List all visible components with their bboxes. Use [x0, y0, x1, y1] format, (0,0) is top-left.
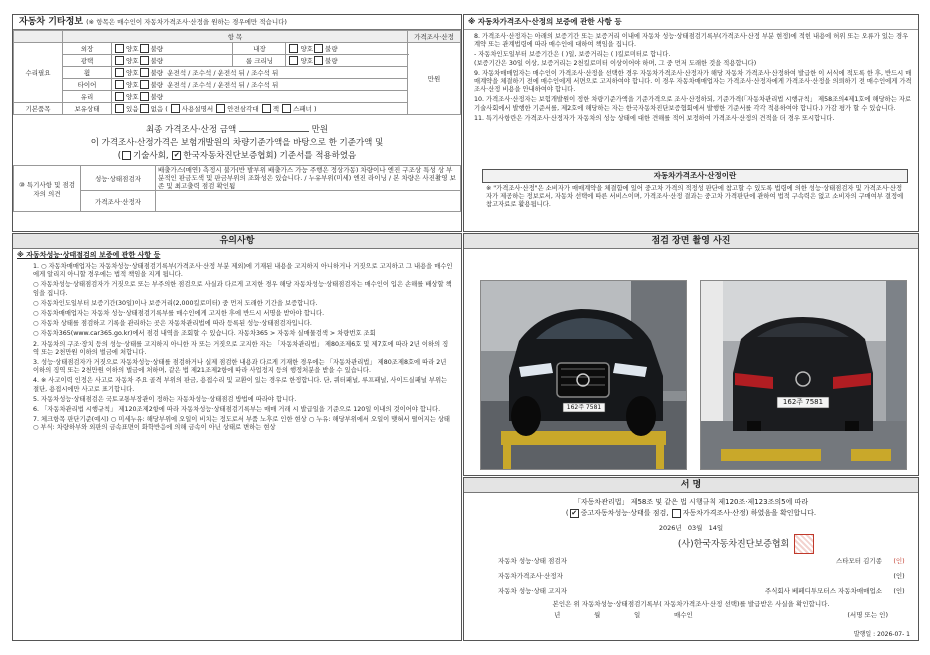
other-info-title [13, 15, 461, 30]
final-price-unit: 만원 [311, 125, 329, 135]
tire-good-checkbox[interactable] [115, 80, 124, 89]
front-car-image [481, 281, 686, 469]
polish-good-checkbox[interactable] [115, 56, 124, 65]
note-item: ○ 자동차인도일부터 보증기간(30일)이나 보증거리(2,000킬로미터) 중 먼저 도래한 기간을 보증합니다. [33, 299, 318, 307]
glass-bad-checkbox[interactable] [140, 92, 149, 101]
guide-title: 자동차가격조사·산정이란 [482, 169, 908, 183]
photos-title: 점검 장면 촬영 사진 [464, 234, 918, 249]
special-notes-text: 배출가스(매연) 측정시 불가(반 발부위 배출가스 가능 주행은 정상가동) 차량이나 엔진 구조상 특성 상 부분적인 판금도색 및 판금부위의 조화성은 있습니다. / 누유부위(미세) 엔진 라이닝 / 본 차량은 사진촬영 보존 및 최고출력 점검 확인됨 [156, 166, 461, 191]
note-item: 5. 자동차성능·상태점검은 국토교통부장관이 정하는 자동차성능·상태점검 방법에 따라야 합니다. [33, 395, 297, 403]
final-price-label: 최종 가격조사·산정 금액 [145, 125, 237, 135]
basic-status-label: 보유상태 [63, 103, 112, 115]
items-header: 항 목 [63, 31, 408, 43]
row-tire-label: 타이어 [63, 79, 112, 91]
basis-options: ( 기술사회, ✔ 한국자동차진단보증협회) 기준서를 적용하였음 [13, 150, 461, 163]
org-name: (사)한국자동차진단보증협회 [677, 539, 790, 550]
guarantee-title: ※ 자동차가격조사·산정의 보증에 관한 사항 등 [464, 15, 918, 30]
guarantee-items [464, 30, 918, 123]
tire-bad-checkbox[interactable] [140, 80, 149, 89]
triangle-checkbox[interactable] [216, 104, 225, 113]
exterior-bad-checkbox[interactable] [140, 44, 149, 53]
note-item: 4. ※ 사고이력 인정은 사고로 자동차 주요 골격 부위의 판금, 용접수리 및 교환이 있는 경우로 한정합니다. 단, 쿼터패널, 루프패널, 사이드실패널 부위는 절단, 용접시에만 사고로 표기합니다. [33, 377, 448, 393]
exterior-good-checkbox[interactable] [115, 44, 124, 53]
sign-row-appraiser: 자동차가격조사·산정자 (인) [498, 572, 905, 580]
rear-plate: 162주 7581 [782, 398, 824, 406]
row-room-cleaning-label: 룸 크리닝 [233, 55, 286, 67]
tire-positions: 운전석 / 조수석 / 운전석 뒤 / 조수석 뒤 [167, 80, 279, 89]
room-bad-checkbox[interactable] [314, 56, 323, 65]
inspector-seal-icon: (인) [893, 557, 905, 565]
sign-row-notifier: 자동차 성능·상태 고지자 주식회사 베페디투모터스 자동차매매업소 (인) [498, 587, 905, 595]
basic-group-label: 기본품목 [14, 103, 63, 115]
confirm-line: (✔ 중고자동차성능·상태를 점검, 자동차가격조사·산정) 하였음을 확인합니다. [464, 508, 918, 519]
note-item: ○ 자동차성능·상태점검자가 거짓으로 또는 부주의한 점검으로 사실과 다르게 고지한 경우 해당 자동차성능·상태점검자는 매수인이 입은 손해를 배상할 책임을 집니다. [33, 281, 452, 297]
front-plate: 162주 7581 [566, 404, 602, 411]
price-unit-cell: 만원 [408, 43, 461, 115]
kadwa-checkbox[interactable] [172, 151, 181, 160]
rear-car-photo [700, 280, 907, 470]
signature-title: 서 명 [464, 478, 918, 493]
note-item: 7. 체크항목 판단기준(예시) ○ 미세누유: 해당부위에 오일이 비치는 정도로서 부품 노후로 인한 현상 ○ 누유: 해당부위에서 오일이 맺혀서 떨어지는 상태 ○ 부식: 차량하부와 외판의 금속표면이 화학반응에 의해 금속이 아닌 상태로 변하는 현상 [33, 416, 450, 432]
repair-group-label: 수리필요 [14, 43, 63, 103]
room-good-checkbox[interactable] [289, 56, 298, 65]
spanner-checkbox[interactable] [282, 104, 291, 113]
org-seal-icon [794, 534, 814, 554]
basic-none-checkbox[interactable] [140, 104, 149, 113]
signature-panel [463, 477, 919, 641]
final-price-field[interactable] [239, 121, 309, 132]
guarantee-item-8: 8. 가격조사·산정자는 아래의 보증기간 또는 보증거리 이내에 자동차 성능·상태점검기록부(가격조사·산정 부분 현정)에 적힌 내용에 허위 또는 오류가 있는 경우 계약 또는 관계법령에 따라 매수인에 대하여 책임을 집니다. [474, 33, 909, 49]
repair-table: 항 목 가격조사·산정 수리필요 외장 양호 불량 내장 양호 불량 만원 광택 양호 불량 룸 크리닝 양호 불량 휠 양호 불량 운전석 / 조수석 / 운전석 뒤 / 조수석 뒤 타이어 양호 불량 운전석 / 조수석 / 운전석 뒤 / 조수석 뒤 유리 양호 불량 기본품목 보유상태 있음 없음 ( 사용설명서 안전삼각대 잭 스패너 ) [13, 30, 461, 115]
wheel-good-checkbox[interactable] [115, 68, 124, 77]
row-interior-label: 내장 [233, 43, 286, 55]
vehicle-other-info-panel [12, 14, 462, 232]
note-item: 1. ○ 자동차매매업자는 자동차성능·상태점검기록부(가격조사·산정 부분 제외)에 기재된 내용을 고지하지 아니하거나 거짓으로 고지하고 그 내용을 매수인에게 알리지 아니할 경우에는 법적 책임을 지게 됩니다. [33, 263, 453, 279]
buyer-sign-field[interactable]: (서명 또는 인) [847, 611, 888, 619]
org-line [574, 534, 918, 554]
manual-checkbox[interactable] [171, 104, 180, 113]
row-exterior-label: 외장 [63, 43, 112, 55]
guarantee-item-10: 10. 가격조사·산정자는 보험개발원이 정한 차량기준가액을 기준가격으로 조사·산정하되, 기준가격(「자동차관리법 시행규칙」 제58조의4제1호에 해당하는 자로 기술사회에서 발행한 기준서를, 제2호에 해당하는 자는 한국자동차진단보증협회에서 발행한 기준서를 각각 적용하여야 합니다.) 가감 평가 할 수 있습니다. [474, 96, 912, 112]
notes-panel [12, 233, 462, 641]
notes-subtitle: ※ 자동차성능·상태점검의 보증에 관한 사항 등 [17, 251, 161, 259]
front-car-photo [480, 280, 687, 470]
receipt-line: 본인은 위 자동차성능·상태점검기록부( 자동차가격조사·산정 선택)를 발급받은 사실을 확인합니다. [552, 600, 830, 608]
sign-date: 2026년 03월 14일 [658, 524, 724, 532]
basis-line: 이 가격조사·산정가격은 보험개발원의 차량기준가액을 바탕으로 한 기준가액 및 [90, 138, 384, 148]
issue-date: 발행일 : 2026-07- 1 [853, 631, 910, 638]
row-polish-label: 광택 [63, 55, 112, 67]
row-glass-label: 유리 [63, 91, 112, 103]
basic-options: 있음 없음 ( 사용설명서 안전삼각대 잭 스패너 ) [112, 103, 408, 115]
appraiser-notes [156, 191, 461, 212]
sign-rows [464, 554, 918, 599]
row-interior-opts: 양호 불량 [286, 43, 408, 55]
note-item: ○ 자동차365(www.car365.go.kr)에서 점검 내역을 조회할 수 있습니다. 자동차365 > 자동차 실매물검색 > 차량번호 조회 [33, 330, 376, 338]
appraisal-checkbox[interactable] [672, 509, 681, 518]
final-price-line [13, 121, 461, 137]
sign-row-inspector: 자동차 성능·상태 점검자 스타모터 김기종 (인) [498, 554, 908, 569]
note-item: 2. 자동차의 구조·장치 등의 성능·상태를 고지하지 아니한 자 또는 거짓으로 고지한 자는 「자동차관리법」 제80조제6호 및 제7호에 따라 2년 이하의 징역 또는 2천만원 이하의 벌금에 처합니다. [33, 340, 449, 356]
other-info-title-text: 자동차 기타정보 [19, 17, 83, 27]
engineer-assoc-checkbox[interactable] [122, 151, 131, 160]
row-wheel-label: 휠 [63, 67, 112, 79]
note-item: ○ 자동차 상태를 점검하고 기록을 관리하는 곳은 자동차관리법에 따라 등록된 성능·상태점검자입니다. [33, 320, 312, 328]
basic-have-checkbox[interactable] [115, 104, 124, 113]
guide-text: ※ "가격조사·산정"은 소비자가 매매계약을 체결함에 있어 중고차 가격의 적정성 판단에 참고할 수 있도록 법령에 의한 성능·상태점검자 및 가격조사·산정자가 제공하는 정보로서, 자동차 선택에 따른 서비스이며, 가격조사·산정 결과는 중고차 가격판단에 관하여 법적 구속력은 없고 소비자의 구매여부 결정에 참고자료로 활용됩니다. [486, 185, 904, 209]
guarantee-item-11: 11. 특기사항란은 가격조사·산정자가 자동차의 성능 상태에 대한 견해를 적어 보정하여 가격조사·산정의 견적을 더 경우 또시합니다. [474, 114, 835, 122]
law-line: 「자동차관리법」 제58조 및 같은 법 시행규칙 제120조·제123조의5에 따라 [573, 498, 809, 506]
wheel-bad-checkbox[interactable] [140, 68, 149, 77]
other-info-note: (※ 항목은 매수인이 자동차가격조사·산정을 원하는 경우에만 적습니다) [86, 18, 287, 26]
special-sub-inspector: 성능·상태점검자 [81, 166, 156, 191]
note-item: ○ 자동차매매업자는 자동차 성능·상태점검기록부를 매수인에게 고지한 후에 반드시 서명을 받아야 합니다. [33, 310, 325, 318]
price-header: 가격조사·산정 [408, 31, 461, 43]
buyer-line: 년 월 일 매수인 (서명 또는 인) [554, 611, 888, 619]
note-item: 6. 「자동차관리법 시행규칙」 제120조제2항에 따라 자동차성능·상태점검기록부는 매매 거래 시 발급일을 기준으로 120일 이내의 것이어야 합니다. [33, 406, 441, 414]
polish-bad-checkbox[interactable] [140, 56, 149, 65]
interior-bad-checkbox[interactable] [314, 44, 323, 53]
special-label: ⑩ 특기사항 및 점검자의 의견 [14, 166, 81, 212]
notes-list [13, 261, 461, 433]
rear-car-image [701, 281, 906, 469]
guarantee-item-9: 9. 자동차매매업자는 매수인이 가격조사·산정을 선택한 경우 자동차가격조사·산정자가 해당 자동차 가격조사·산정하여 발급한 이 서식에 적도록 한 후, 반드시 매매계약을 체결하기 전에 매수인에게 서면으로 고지하여야 합니다. 이 경우 자동차매매업자는 가격조사·산정자에게 가격조사·산정을 의뢰하기 전 매수인에게 가격조사·산정 비용을 안내하여야 합니다. [474, 69, 912, 94]
glass-good-checkbox[interactable] [115, 92, 124, 101]
special-notes-table [13, 165, 461, 212]
photos-panel [463, 233, 919, 476]
jack-checkbox[interactable] [262, 104, 271, 113]
row-exterior-opts: 양호 불량 [112, 43, 233, 55]
wheel-positions: 운전석 / 조수석 / 운전석 뒤 / 조수석 뒤 [167, 68, 279, 77]
interior-good-checkbox[interactable] [289, 44, 298, 53]
guarantee-panel [463, 14, 919, 232]
note-item: 3. 성능·상태점검자가 거짓으로 자동차성능·상태를 점검하거나 실제 점검한 내용과 다르게 기재한 경우에는 「자동차관리법」 제80조제8호에 따라 2년 이하의 징역 또는 2천만원 이하의 벌금에 처하며, 같은 법 제21조제2항에 따라 사업정지 등의 행정처분을 받을 수 있습니다. [33, 359, 447, 375]
guarantee-item-8b: (보증기간은 30일 이상, 보증거리는 2천킬로미터 이상이어야 하며, 그 중 먼저 도래한 것을 적용합니다) [474, 59, 757, 67]
inspection-checkbox[interactable] [570, 509, 579, 518]
guarantee-item-8a: - 자동차인도일부터 보증기간은 ( )일, 보증거리는 ( )킬로미터로 합니다. [474, 51, 671, 59]
special-sub-appraiser: 가격조사·산정자 [81, 191, 156, 212]
notes-title: 유의사항 [13, 234, 461, 249]
